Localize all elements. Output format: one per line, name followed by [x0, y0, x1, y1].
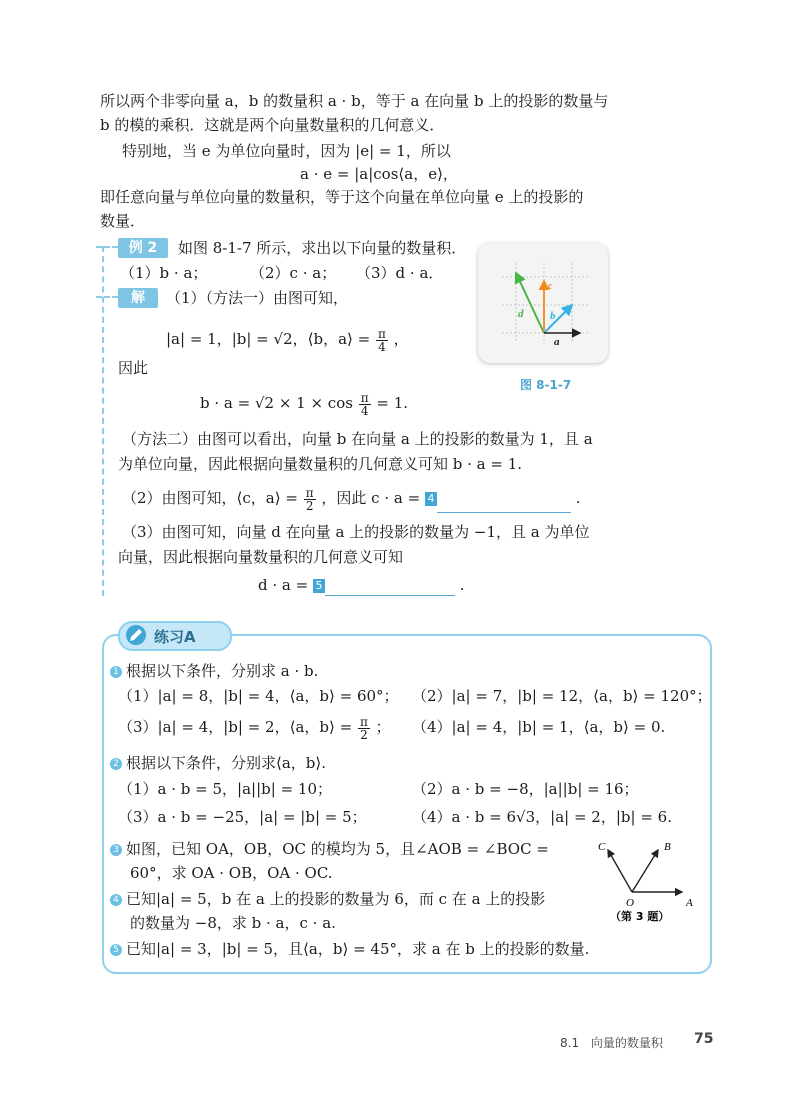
equation-1-end: ，: [393, 330, 409, 348]
q2-stem: 2 根据以下条件，分别求⟨a，b⟩.: [110, 752, 326, 774]
q5-number: 5: [110, 944, 122, 956]
example-tag: 例 2: [118, 238, 168, 258]
q3-number: 3: [110, 844, 122, 856]
page-number: 75: [694, 1031, 714, 1047]
q1-part-1: （1）|a| = 8，|b| = 4，⟨a，b⟩ = 60°；: [118, 687, 399, 705]
example-dash-left: [102, 246, 104, 596]
ray-OC: [608, 850, 632, 892]
part3-end: .: [459, 576, 465, 594]
label-a: a: [554, 336, 560, 348]
q5-text: 5 已知|a| = 3，|b| = 5，且⟨a，b⟩ = 45°，求 a 在 b 上的投影的数量.: [110, 938, 589, 960]
part3-line-1: （3）由图可知，向量 d 在向量 a 上的投影的数量为 −1，且 a 为单位: [122, 523, 590, 541]
q4-number: 4: [110, 894, 122, 906]
answer-line-5[interactable]: [325, 595, 455, 596]
equation-1: [166, 324, 409, 354]
q2-part-1: （1）a · b = 5，|a||b| = 10；: [118, 780, 332, 798]
equation-2-left: b · a = √2 × 1 × cos: [200, 394, 353, 412]
vector-figure: [478, 243, 608, 363]
q2-part-4: （4）a · b = 6√3，|a| = 2，|b| = 6.: [412, 808, 672, 826]
equation-2-end: = 1.: [376, 394, 409, 412]
exercise-title: 练习A: [154, 628, 196, 646]
answer-blank-5[interactable]: 5: [313, 579, 325, 593]
equation-1-left: |a| = 1，|b| = √2，⟨b，a⟩ =: [166, 330, 371, 348]
part2-end: .: [575, 489, 581, 507]
equation-2-fraction: $\frac{\pi}{4}$: [360, 390, 369, 418]
q1-part-3: （3）|a| = 4，|b| = 2，⟨a，b⟩ = $\frac{\pi}{2}$ ；: [118, 714, 391, 742]
vector-b: [544, 305, 572, 333]
method2-line-2: 为单位向量，因此根据向量数量积的几何意义可知 b · a = 1.: [118, 455, 523, 473]
example-dash-top: [96, 246, 118, 248]
answer-line-4[interactable]: [437, 512, 571, 513]
q1-part-2: （2）|a| = 7，|b| = 12，⟨a，b⟩ = 120°；: [412, 687, 712, 705]
label-B: B: [664, 841, 671, 853]
footer-section-number: 8.1: [560, 1036, 580, 1050]
q1-number: 1: [110, 666, 122, 678]
example-part-2: （2）c · a；: [250, 264, 337, 282]
intro-line-3: 特别地，当 e 为单位向量时，因为 |e| = 1，所以: [122, 142, 451, 160]
ray-OB: [632, 850, 658, 892]
q2-part-2: （2）a · b = −8，|a||b| = 16；: [412, 780, 639, 798]
therefore-text: 因此: [118, 359, 149, 377]
pencil-icon: [124, 623, 150, 647]
q3-figure-caption: （第 3 题）: [610, 910, 670, 922]
exercise-title-badge: [118, 621, 232, 651]
solution-dash: [96, 296, 118, 298]
part2-fraction: $\frac{\pi}{2}$: [305, 485, 314, 513]
q1-stem: 1 根据以下条件，分别求 a · b.: [110, 660, 318, 682]
example-part-1: （1）b · a；: [120, 264, 208, 282]
q2-number: 2: [110, 758, 122, 770]
figure-8-1-7: [478, 243, 608, 363]
q4-line-1: 4 已知|a| = 5，b 在 a 上的投影的数量为 6，而 c 在 a 上的投影: [110, 888, 545, 910]
equation-2: [200, 388, 408, 418]
q3-line-1: 3 如图，已知 OA，OB，OC 的模均为 5，且∠AOB = ∠BOC =: [110, 838, 549, 860]
intro-line-5: 数量．: [100, 212, 146, 230]
part3-line-2: 向量，因此根据向量数量积的几何意义可知: [118, 548, 404, 566]
part3-eq-left: d · a =: [258, 576, 309, 594]
part3-equation: [258, 574, 465, 596]
equation-1-fraction: $\frac{\pi}{4}$: [377, 326, 386, 354]
q3-figure: [590, 836, 700, 922]
example-prompt: 如图 8-1-7 所示，求出以下向量的数量积．: [178, 239, 467, 257]
label-A: A: [686, 897, 693, 909]
q2-part-3: （3）a · b = −25，|a| = |b| = 5；: [118, 808, 367, 826]
q1-part-3-fraction: $\frac{\pi}{2}$: [359, 714, 368, 742]
q4-line-2: 的数量为 −8，求 b · a，c · a.: [130, 914, 336, 932]
part2-solution: [122, 483, 581, 513]
method2-line-1: （方法二）由图可以看出，向量 b 在向量 a 上的投影的数量为 1，且 a: [122, 430, 593, 448]
vector-d: [516, 273, 544, 333]
answer-blank-4[interactable]: 4: [425, 492, 437, 506]
label-C: C: [598, 841, 606, 853]
label-c: c: [548, 281, 553, 292]
solution-tag: 解: [118, 288, 158, 308]
intro-formula: a · e = |a|cos⟨a，e⟩，: [300, 165, 458, 183]
part2-mid: ，因此 c · a =: [321, 489, 421, 507]
q3-line-2: 60°，求 OA · OB，OA · OC.: [130, 864, 333, 882]
label-d: d: [518, 308, 524, 320]
label-b: b: [550, 310, 556, 322]
intro-line-1: 所以两个非零向量 a，b 的数量积 a · b，等于 a 在向量 b 上的投影的数量与: [100, 92, 609, 110]
intro-line-4: 即任意向量与单位向量的数量积，等于这个向量在单位向量 e 上的投影的: [100, 188, 584, 206]
part2-left: （2）由图可知，⟨c，a⟩ =: [122, 489, 298, 507]
method1-text: （1）（方法一）由图可知，: [166, 289, 349, 307]
intro-line-2: b 的模的乘积．这就是两个向量数量积的几何意义．: [100, 116, 445, 134]
example-part-3: （3）d · a．: [356, 264, 444, 282]
figure-caption: 图 8-1-7: [520, 378, 572, 392]
footer-section-title: 向量的数量积: [590, 1036, 663, 1050]
footer-section: [560, 1034, 663, 1051]
q1-part-4: （4）|a| = 4，|b| = 1，⟨a，b⟩ = 0.: [412, 718, 666, 736]
label-O: O: [626, 897, 634, 909]
